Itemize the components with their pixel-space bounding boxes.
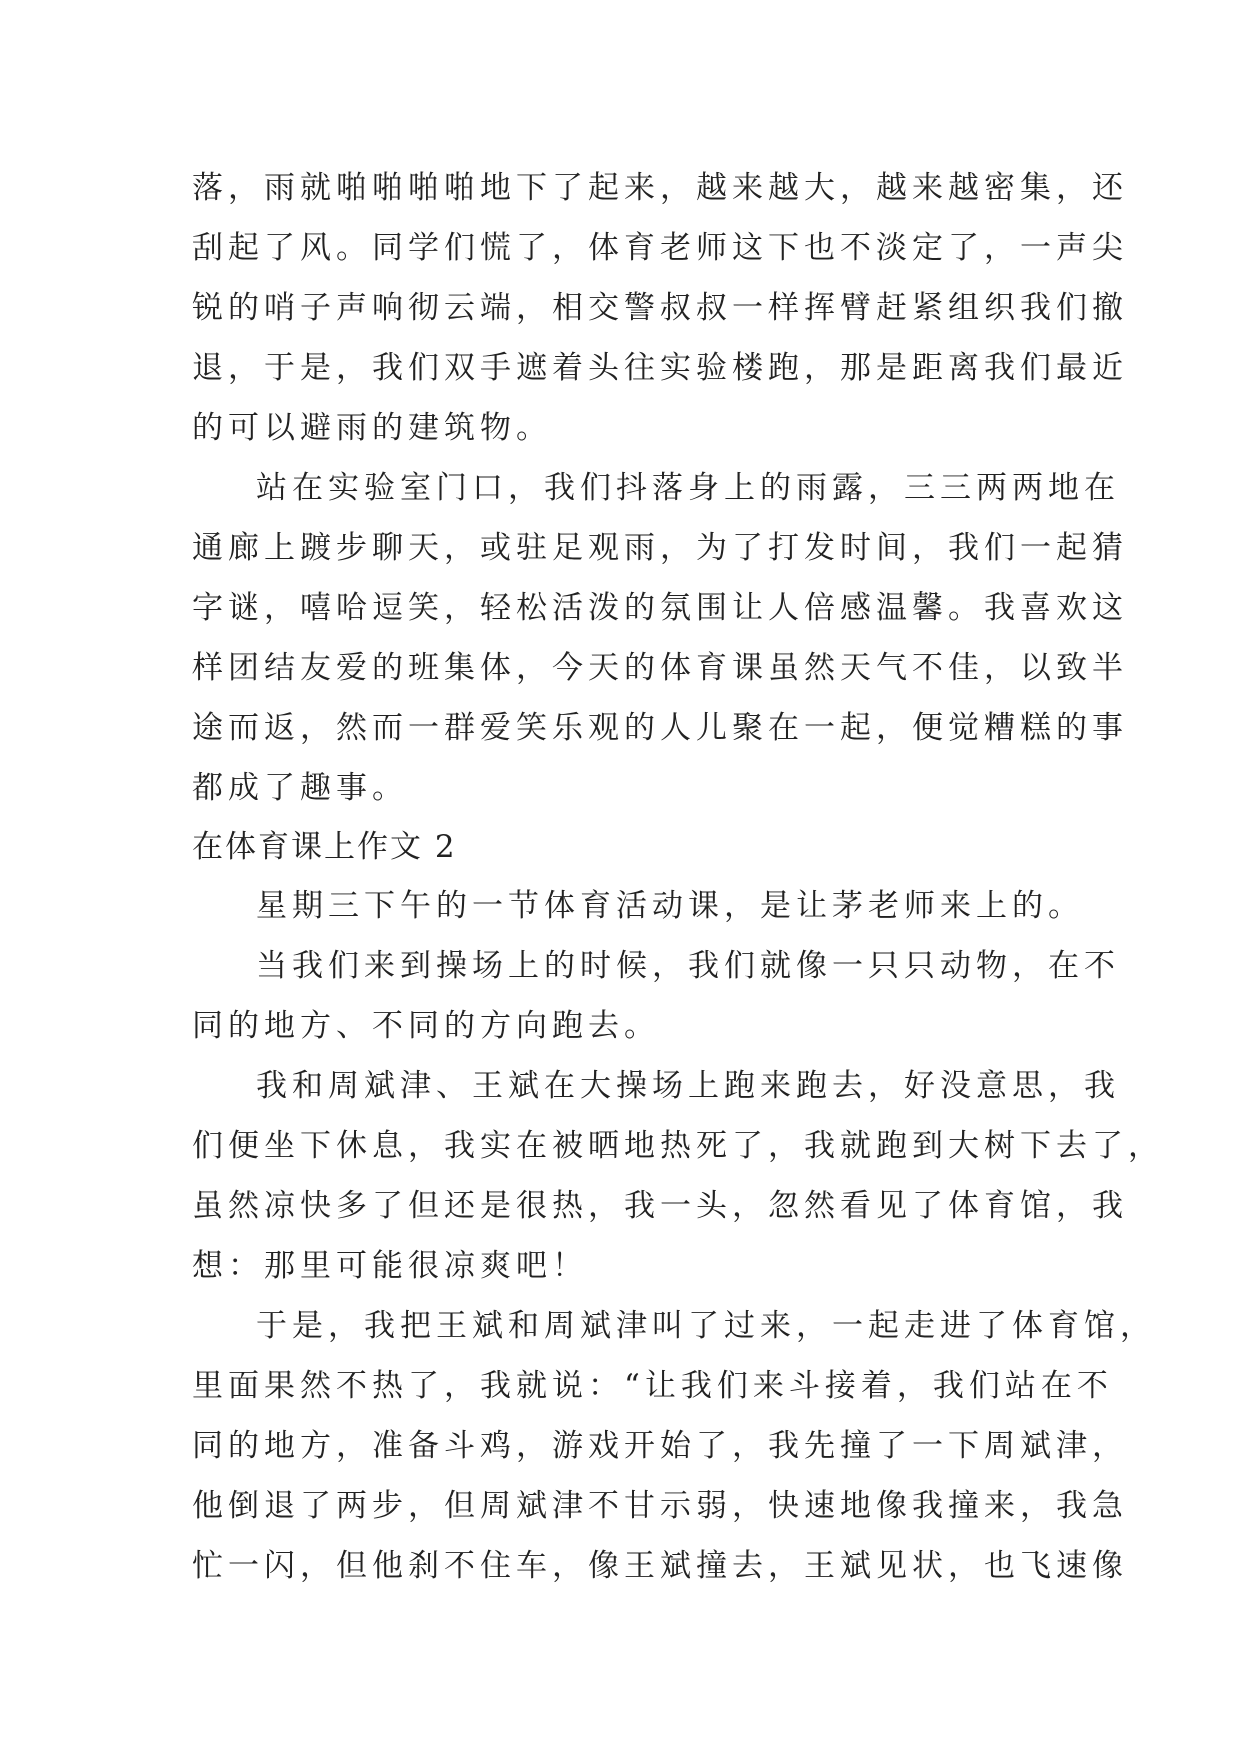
paragraph-first-line: 我和周斌津、王斌在大操场上跑来跑去，好没意思，我 bbox=[256, 1068, 1120, 1104]
text-line: 通廊上踱步聊天，或驻足观雨，为了打发时间，我们一起猜 bbox=[192, 530, 1128, 566]
text-line: 都成了趣事。 bbox=[192, 770, 408, 806]
paragraph-first-line: 星期三下午的一节体育活动课，是让茅老师来上的。 bbox=[256, 888, 1084, 924]
document-page bbox=[192, 158, 1164, 1596]
text-line: 字谜，嘻哈逗笑，轻松活泼的氛围让人倍感温馨。我喜欢这 bbox=[192, 590, 1128, 626]
text-line: 落，雨就啪啪啪啪地下了起来，越来越大，越来越密集，还 bbox=[192, 170, 1128, 206]
text-line: 想：那里可能很凉爽吧！ bbox=[192, 1248, 588, 1284]
text-line: 样团结友爱的班集体，今天的体育课虽然天气不佳，以致半 bbox=[192, 650, 1128, 686]
text-line: 退，于是，我们双手遮着头往实验楼跑，那是距离我们最近 bbox=[192, 350, 1128, 386]
text-line: 途而返，然而一群爱笑乐观的人儿聚在一起，便觉糟糕的事 bbox=[192, 710, 1128, 746]
paragraph-first-line: 当我们来到操场上的时候，我们就像一只只动物，在不 bbox=[256, 948, 1120, 984]
text-line: 同的地方、不同的方向跑去。 bbox=[192, 1008, 660, 1044]
text-line: 虽然凉快多了但还是很热，我一头，忽然看见了体育馆，我 bbox=[192, 1188, 1128, 1224]
text-line: 刮起了风。同学们慌了，体育老师这下也不淡定了，一声尖 bbox=[192, 230, 1128, 266]
paragraph-first-line: 于是，我把王斌和周斌津叫了过来，一起走进了体育馆， bbox=[256, 1308, 1156, 1344]
text-line: 的可以避雨的建筑物。 bbox=[192, 410, 552, 446]
text-line: 同的地方，准备斗鸡，游戏开始了，我先撞了一下周斌津， bbox=[192, 1428, 1128, 1464]
text-line: 他倒退了两步，但周斌津不甘示弱，快速地像我撞来，我急 bbox=[192, 1488, 1128, 1524]
section-heading: 在体育课上作文 2 bbox=[192, 829, 457, 865]
paragraph-first-line: 站在实验室门口，我们抖落身上的雨露，三三两两地在 bbox=[256, 470, 1120, 506]
text-line: 锐的哨子声响彻云端，相交警叔叔一样挥臂赶紧组织我们撤 bbox=[192, 290, 1128, 326]
text-line: 里面果然不热了，我就说：“让我们来斗接着，我们站在不 bbox=[192, 1368, 1113, 1404]
text-line: 们便坐下休息，我实在被晒地热死了，我就跑到大树下去了， bbox=[192, 1128, 1164, 1164]
text-line: 忙一闪，但他刹不住车，像王斌撞去，王斌见状，也飞速像 bbox=[192, 1548, 1128, 1584]
